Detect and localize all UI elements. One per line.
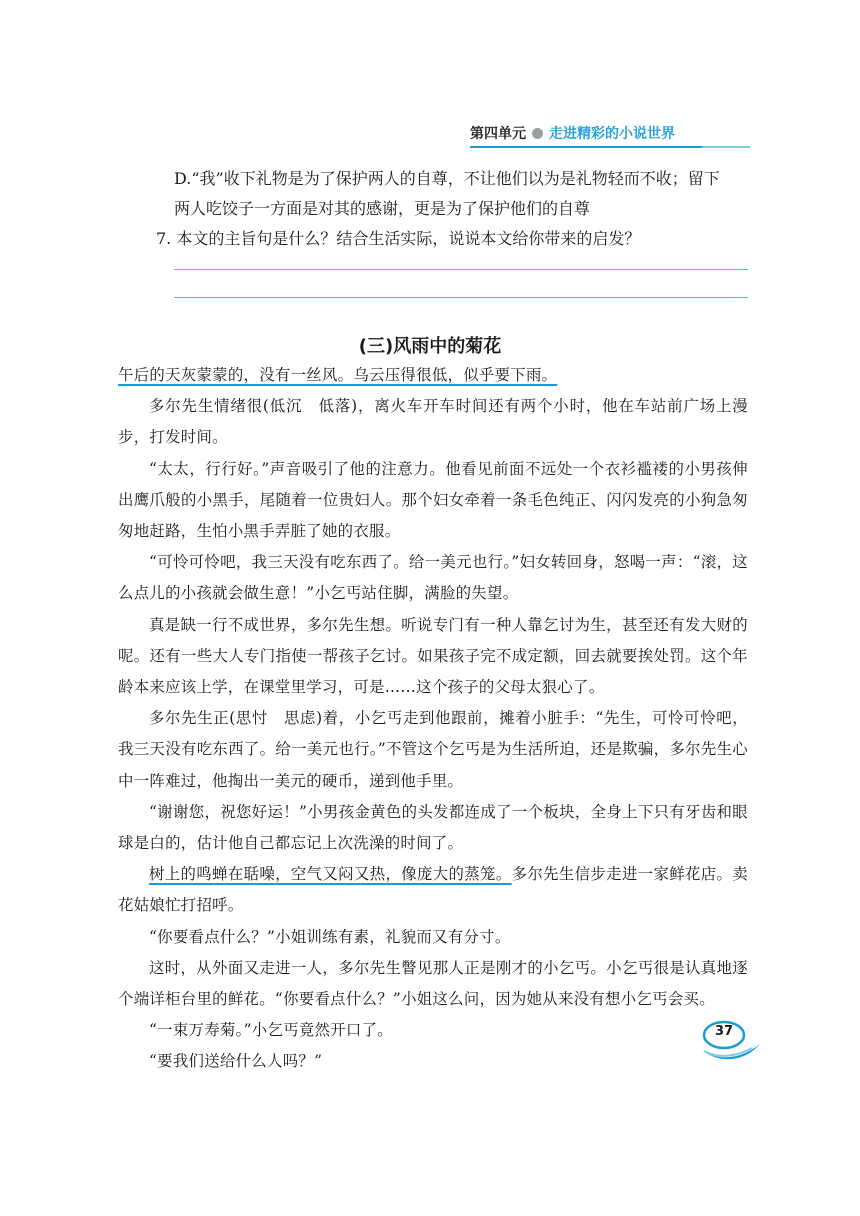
option-d-line1: D.“我”收下礼物是为了保护两人的自尊，不让他们以为是礼物轻而不收；留下 xyxy=(174,169,720,188)
unit-label: 第四单元 xyxy=(470,126,526,142)
page-number: 37 xyxy=(714,1024,734,1039)
paragraph-3: “太太，行行好。”声音吸引了他的注意力。他看见前面不远处一个衣衫褴褛的小男孩伸出鹰爪般的小黑手，尾随着一位贵妇人。那个妇女牵着一条毛色纯正、闪闪发亮的小狗急匆匆地赶路，生怕小黑手弄脏了她的衣服。 xyxy=(118,459,748,541)
passage xyxy=(118,360,748,1078)
unit-title: 走进精彩的小说世界 xyxy=(549,126,675,142)
paragraph-11: “一束万寿菊。”小乞丐竟然开口了。 xyxy=(149,1021,393,1040)
paragraph-7: “谢谢您，祝您好运！”小男孩金黄色的头发都连成了一个板块，全身上下只有牙齿和眼球是白的，估计他自己都忘记上次洗澡的时间了。 xyxy=(118,802,748,853)
unit-header xyxy=(470,122,675,144)
question-7: 7. 本文的主旨句是什么？结合生活实际，说说本文给你带来的启发？ xyxy=(156,229,641,248)
paragraph-12: “要我们送给什么人吗？” xyxy=(149,1052,323,1071)
header-rule-extension xyxy=(702,146,750,148)
paragraph-1 xyxy=(118,360,748,391)
bullet-dot-icon xyxy=(532,128,543,139)
paragraph-9: “你要看点什么？”小姐训练有素，礼貌而又有分寸。 xyxy=(149,927,511,946)
paragraph-6: 多尔先生正(思忖 思虑)着，小乞丐走到他跟前，摊着小脏手：“先生，可怜可怜吧，我三天没有吃东西了。给一美元也行。”不管这个乞丐是为生活所迫，还是欺骗，多尔先生心中一阵难过，他掏出一美元的硬币，递到他手里。 xyxy=(118,709,748,790)
paragraph-4: “可怜可怜吧，我三天没有吃东西了。给一美元也行。”妇女转回身，怒喝一声：“滚，这么点儿的小孩就会做生意！”小乞丐站住脚，满脸的失望。 xyxy=(118,553,748,603)
paragraph-8-rest: 多尔先生信步走进一家鲜花店。卖花姑娘忙打招呼。 xyxy=(118,865,748,915)
paragraph-10: 这时，从外面又走进一人，多尔先生瞥见那人正是刚才的小乞丐。小乞丐很是认真地逐个端详柜台里的鲜花。“你要看点什么？”小姐这么问，因为她从来没有想小乞丐会买。 xyxy=(118,958,748,1009)
underlined-sentence-1: 午后的天灰蒙蒙的，没有一丝风。乌云压得很低，似乎要下雨。 xyxy=(118,366,558,384)
option-d-line2: 两人吃饺子一方面是对其的感谢，更是为了保护他们的自尊 xyxy=(174,199,591,218)
underlined-sentence-2: 树上的鸣蝉在聒噪，空气又闷又热，像庞大的蒸笼。 xyxy=(149,865,512,884)
answer-line-1[interactable] xyxy=(174,269,748,270)
section-title: (三)风雨中的菊花 xyxy=(358,336,502,357)
paragraph-8 xyxy=(118,859,748,921)
paragraph-5: 真是缺一行不成世界，多尔先生想。听说专门有一种人靠乞讨为生，甚至还有发大财的呢。还有一些大人专门指使一帮孩子乞讨。如果孩子完不成定额，回去就要挨处罚。这个年龄本来应该上学，在课堂里学习，可是……这个孩子的父母太狠心了。 xyxy=(118,615,748,697)
header-rule xyxy=(470,146,702,148)
answer-line-2[interactable] xyxy=(174,297,748,298)
paragraph-2: 多尔先生情绪很(低沉 低落)，离火车开车时间还有两个小时，他在车站前广场上漫步，打发时间。 xyxy=(118,397,748,447)
